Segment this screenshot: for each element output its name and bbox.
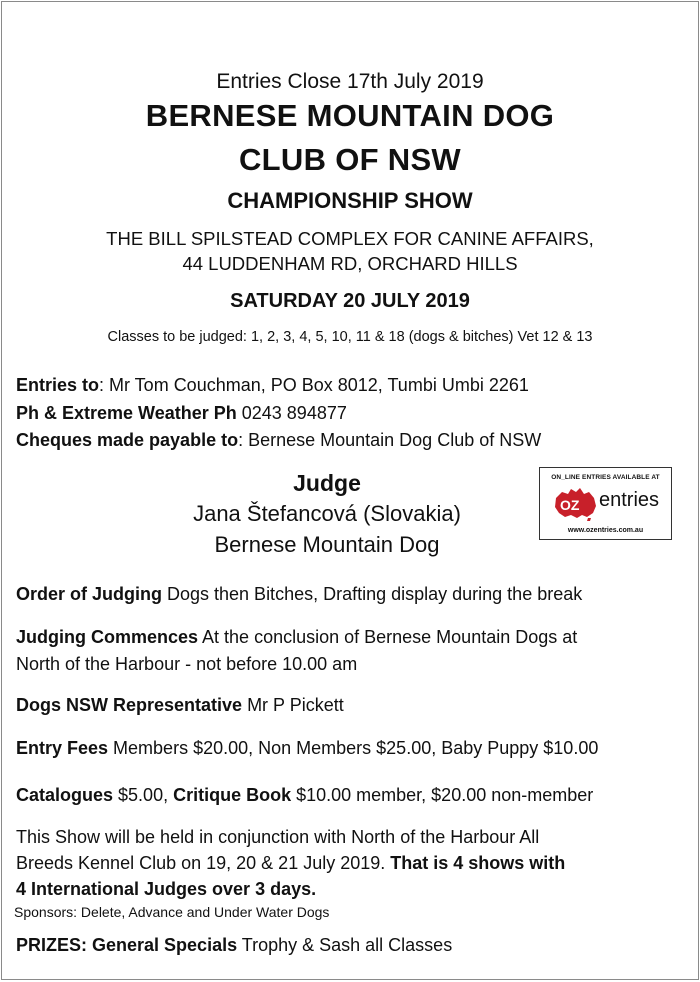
prizes-label: PRIZES: General Specials <box>16 935 238 955</box>
show-type: CHAMPIONSHIP SHOW <box>227 188 473 213</box>
show-date: SATURDAY 20 JULY 2019 <box>230 290 470 312</box>
sponsors: Sponsors: Delete, Advance and Under Water Dogs <box>14 904 330 920</box>
catalogues-value: $5.00, <box>113 785 174 805</box>
oz-entries-logo[interactable] <box>539 467 672 540</box>
judge-name: Jana Štefancová (Slovakia) <box>193 501 461 526</box>
entries-to-value: : Mr Tom Couchman, PO Box 8012, Tumbi Umbi 2261 <box>99 375 529 395</box>
flyer-page <box>1 1 699 980</box>
commences-label: Judging Commences <box>16 627 199 647</box>
oz-logo-url: www.ozentries.com.au <box>567 527 644 534</box>
order-value: Dogs then Bitches, Drafting display during the break <box>162 584 583 604</box>
critique-label: Critique Book <box>173 785 292 805</box>
entries-to-label: Entries to <box>16 375 100 395</box>
judge-heading: Judge <box>293 470 361 496</box>
entry-fees <box>16 735 598 762</box>
commences-value-line2: North of the Harbour - not before 10.00 am <box>16 654 358 674</box>
phone-line <box>16 403 347 424</box>
conjunction-notice <box>16 824 565 902</box>
club-title-line2: CLUB OF NSW <box>239 142 461 177</box>
fees-label: Entry Fees <box>16 738 109 758</box>
cheques-label: Cheques made payable to <box>16 430 239 450</box>
oz-logo-mark-text: OZ <box>560 497 580 513</box>
entries-close-date: Entries Close 17th July 2019 <box>216 70 484 93</box>
oz-logo-top-text: ON_LINE ENTRIES AVAILABLE AT <box>551 474 660 481</box>
phone-label: Ph & Extreme Weather Ph <box>16 403 237 423</box>
conjunction-line2: Breeds Kennel Club on 19, 20 & 21 July 2019. <box>16 853 391 873</box>
commences-value-line1: At the conclusion of Bernese Mountain Dogs at <box>198 627 578 647</box>
cheques-line <box>16 430 541 451</box>
fees-value: Members $20.00, Non Members $25.00, Baby Puppy $10.00 <box>108 738 599 758</box>
cheques-value: : Bernese Mountain Dog Club of NSW <box>238 430 542 450</box>
conjunction-bold-line2: That is 4 shows with <box>390 853 566 873</box>
oz-logo-entries-word: entries <box>599 489 660 511</box>
prizes <box>16 932 452 959</box>
venue-line2: 44 LUDDENHAM RD, ORCHARD HILLS <box>182 253 518 274</box>
rep-label: Dogs NSW Representative <box>16 695 243 715</box>
club-title-line1: BERNESE MOUNTAIN DOG <box>145 98 555 133</box>
dogs-nsw-representative <box>16 692 344 719</box>
entries-to-line <box>16 375 529 396</box>
prizes-value: Trophy & Sash all Classes <box>237 935 453 955</box>
rep-value: Mr P Pickett <box>242 695 344 715</box>
australia-map-icon <box>552 486 598 522</box>
catalogues-label: Catalogues <box>16 785 114 805</box>
classes-judged: Classes to be judged: 1, 2, 3, 4, 5, 10, 11 & 18 (dogs & bitches) Vet 12 & 13 <box>107 329 593 345</box>
judge-breed: Bernese Mountain Dog <box>214 532 440 557</box>
judging-commences <box>16 624 577 678</box>
conjunction-line1: This Show will be held in conjunction with North of the Harbour All <box>16 827 540 847</box>
order-label: Order of Judging <box>16 584 162 604</box>
phone-value: 0243 894877 <box>236 403 347 423</box>
conjunction-bold-line3: 4 International Judges over 3 days. <box>16 879 317 899</box>
venue-line1: THE BILL SPILSTEAD COMPLEX FOR CANINE AFFAIRS, <box>106 228 594 249</box>
critique-value: $10.00 member, $20.00 non-member <box>291 785 594 805</box>
catalogues-critique <box>16 782 593 809</box>
order-of-judging <box>16 581 582 608</box>
